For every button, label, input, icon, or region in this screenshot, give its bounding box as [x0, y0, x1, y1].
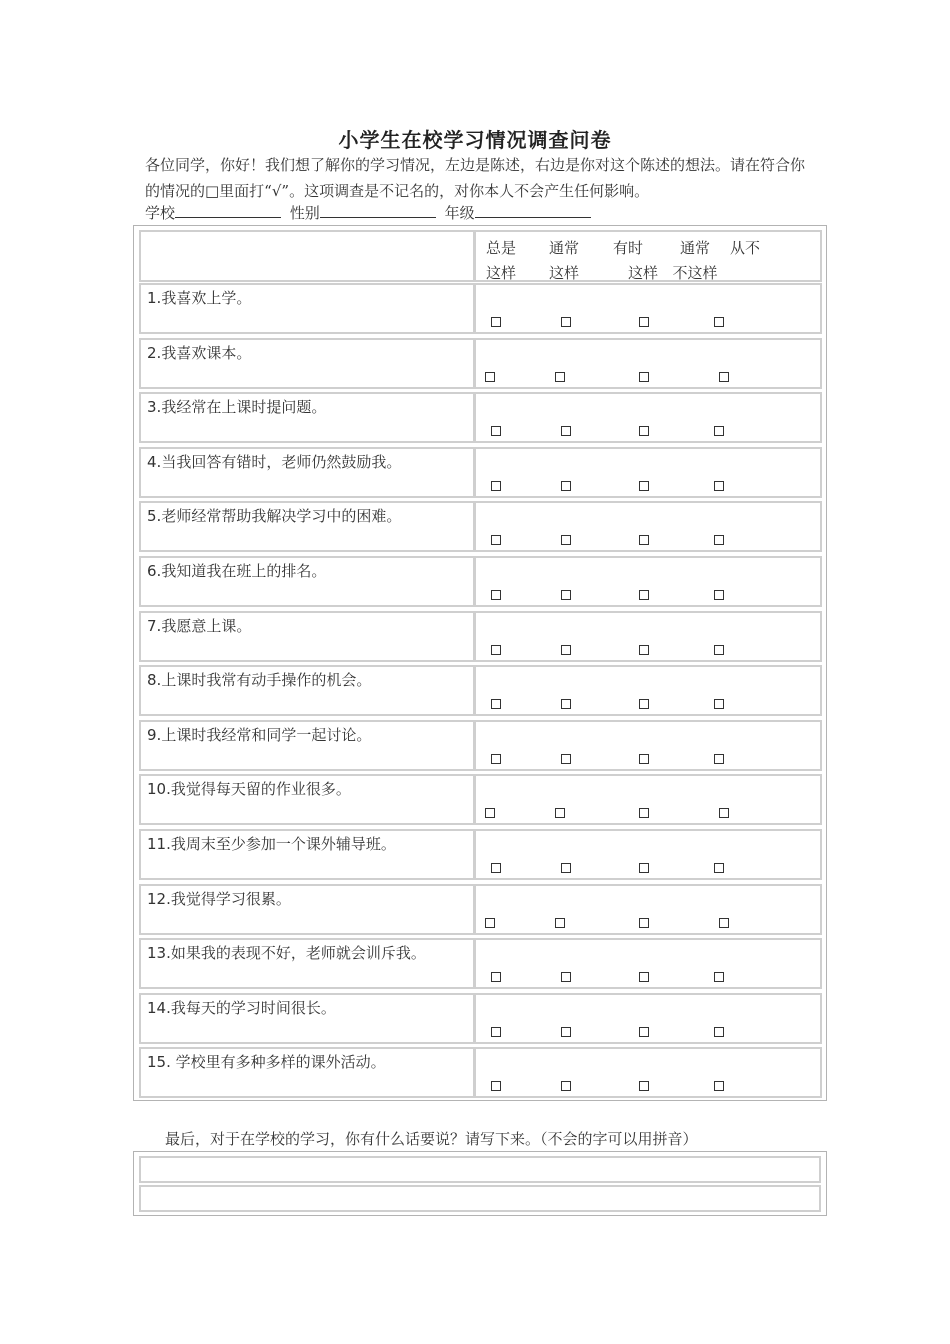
answer-checkbox[interactable]: [491, 1081, 501, 1091]
answer-checkbox[interactable]: [639, 972, 649, 982]
school-label: 学校: [145, 204, 176, 222]
answer-checkbox[interactable]: [555, 372, 565, 382]
question-text: [147, 998, 336, 1018]
answer-checkbox[interactable]: [491, 535, 501, 545]
question-number: 15.: [147, 1053, 171, 1071]
answer-cell: [474, 829, 822, 880]
question-cell: [139, 665, 475, 716]
question-number: 14.: [147, 999, 171, 1017]
question-cell: [139, 720, 475, 771]
answer-lines-table: [133, 1151, 827, 1216]
question-label: 老师经常帮助我解决学习中的困难。: [161, 507, 402, 525]
answer-checkbox[interactable]: [714, 426, 724, 436]
question-label: 我周末至少参加一个课外辅导班。: [170, 835, 396, 853]
option-header: 有时 这样: [612, 239, 659, 282]
answer-checkbox[interactable]: [561, 754, 571, 764]
answer-checkbox[interactable]: [561, 426, 571, 436]
answer-checkbox[interactable]: [491, 1027, 501, 1037]
grade-field[interactable]: [475, 201, 591, 218]
question-text: [147, 670, 371, 690]
question-number: 9.: [147, 726, 162, 744]
answer-checkbox[interactable]: [555, 918, 565, 928]
answer-checkbox[interactable]: [561, 535, 571, 545]
question-number: 10.: [147, 780, 171, 798]
question-text: [147, 889, 291, 909]
question-number: 7.: [147, 617, 162, 635]
question-number: 5.: [147, 507, 162, 525]
answer-checkbox[interactable]: [719, 372, 729, 382]
question-text: [147, 725, 371, 745]
question-number: 3.: [147, 398, 162, 416]
answer-checkbox[interactable]: [561, 317, 571, 327]
question-number: 4.: [147, 453, 162, 471]
option-header: 通常 不这样: [672, 239, 718, 282]
answer-cell: [474, 447, 822, 498]
grade-label: 年级: [444, 204, 475, 222]
answer-checkbox[interactable]: [639, 317, 649, 327]
answer-checkbox[interactable]: [485, 372, 495, 382]
answer-checkbox[interactable]: [714, 590, 724, 600]
answer-checkbox[interactable]: [555, 808, 565, 818]
answer-line-2[interactable]: [139, 1185, 821, 1212]
answer-checkbox[interactable]: [639, 535, 649, 545]
answer-checkbox[interactable]: [719, 808, 729, 818]
answer-cell: [474, 283, 822, 334]
answer-line-1[interactable]: [139, 1156, 821, 1183]
answer-checkbox[interactable]: [491, 317, 501, 327]
question-number: 11.: [147, 835, 171, 853]
answer-checkbox[interactable]: [714, 699, 724, 709]
question-cell: [139, 283, 475, 334]
answer-cell: [474, 501, 822, 552]
question-number: 1.: [147, 289, 162, 307]
answer-checkbox[interactable]: [714, 972, 724, 982]
question-label: 我喜欢上学。: [161, 289, 252, 307]
question-label: 我愿意上课。: [161, 617, 252, 635]
answer-cell: [474, 1047, 822, 1098]
answer-cell: [474, 938, 822, 989]
question-cell: [139, 556, 475, 607]
question-number: 12.: [147, 890, 171, 908]
answer-checkbox[interactable]: [561, 590, 571, 600]
question-text: [147, 452, 401, 472]
option-header: 通常 这样: [548, 239, 579, 282]
answer-checkbox[interactable]: [714, 535, 724, 545]
option-header: 从不: [729, 239, 760, 257]
answer-checkbox[interactable]: [639, 426, 649, 436]
question-text: [147, 834, 396, 854]
question-cell: [139, 938, 475, 989]
question-cell: [139, 338, 475, 389]
question-label: 我觉得学习很累。: [170, 890, 291, 908]
answer-checkbox[interactable]: [491, 481, 501, 491]
answer-checkbox[interactable]: [491, 426, 501, 436]
answer-checkbox[interactable]: [639, 808, 649, 818]
answer-checkbox[interactable]: [714, 317, 724, 327]
answer-checkbox[interactable]: [561, 1081, 571, 1091]
answer-checkbox[interactable]: [491, 863, 501, 873]
answer-checkbox[interactable]: [561, 645, 571, 655]
survey-table: [133, 225, 827, 1101]
question-cell: [139, 884, 475, 935]
answer-cell: [474, 392, 822, 443]
option-header: 总是 这样: [485, 239, 516, 282]
question-text: [147, 397, 326, 417]
question-label: 我知道我在班上的排名。: [161, 562, 327, 580]
answer-checkbox[interactable]: [561, 699, 571, 709]
answer-cell: [474, 884, 822, 935]
header-options-cell: [474, 230, 822, 282]
answer-cell: [474, 338, 822, 389]
question-label: 当我回答有错时，老师仍然鼓励我。: [161, 453, 402, 471]
answer-checkbox[interactable]: [561, 481, 571, 491]
school-field[interactable]: [175, 201, 281, 218]
answer-checkbox[interactable]: [714, 754, 724, 764]
question-text: [147, 943, 426, 963]
answer-cell: [474, 993, 822, 1044]
answer-checkbox[interactable]: [491, 699, 501, 709]
answer-checkbox[interactable]: [491, 972, 501, 982]
answer-checkbox[interactable]: [561, 972, 571, 982]
question-label: 上课时我经常和同学一起讨论。: [161, 726, 372, 744]
answer-checkbox[interactable]: [714, 1027, 724, 1037]
answer-checkbox[interactable]: [639, 863, 649, 873]
answer-checkbox[interactable]: [491, 645, 501, 655]
answer-checkbox[interactable]: [714, 481, 724, 491]
answer-checkbox[interactable]: [639, 1081, 649, 1091]
answer-checkbox[interactable]: [714, 1081, 724, 1091]
question-cell: [139, 447, 475, 498]
question-cell: [139, 993, 475, 1044]
answer-checkbox[interactable]: [714, 863, 724, 873]
answer-cell: [474, 720, 822, 771]
answer-checkbox[interactable]: [639, 699, 649, 709]
question-cell: [139, 392, 475, 443]
question-text: [147, 1052, 386, 1072]
answer-checkbox[interactable]: [639, 645, 649, 655]
answer-checkbox[interactable]: [639, 754, 649, 764]
question-text: [147, 343, 251, 363]
answer-checkbox[interactable]: [561, 1027, 571, 1037]
question-cell: [139, 774, 475, 825]
answer-checkbox[interactable]: [719, 918, 729, 928]
question-label: 我觉得每天留的作业很多。: [170, 780, 351, 798]
answer-checkbox[interactable]: [491, 754, 501, 764]
question-label: 我每天的学习时间很长。: [170, 999, 336, 1017]
question-number: 2.: [147, 344, 162, 362]
question-number: 6.: [147, 562, 162, 580]
page-title: 小学生在校学习情况调查问卷: [338, 128, 612, 152]
question-text: [147, 616, 251, 636]
closing-prompt: 最后，对于在学校的学习，你有什么话要说？请写下来。（不会的字可以用拼音）: [165, 1130, 698, 1148]
answer-checkbox[interactable]: [561, 863, 571, 873]
answer-checkbox[interactable]: [485, 918, 495, 928]
question-text: [147, 779, 351, 799]
info-fields: [145, 201, 595, 224]
answer-checkbox[interactable]: [485, 808, 495, 818]
gender-field[interactable]: [320, 201, 436, 218]
question-cell: [139, 611, 475, 662]
gender-label: 性别: [289, 204, 320, 222]
answer-cell: [474, 611, 822, 662]
answer-checkbox[interactable]: [639, 1027, 649, 1037]
answer-cell: [474, 774, 822, 825]
question-cell: [139, 829, 475, 880]
answer-cell: [474, 556, 822, 607]
question-label: 如果我的表现不好，老师就会训斥我。: [170, 944, 426, 962]
intro-text: 各位同学，你好！我们想了解你的学习情况，左边是陈述，右边是你对这个陈述的想法。请在符合你的情况的□里面打“√”。这项调查是不记名的，对你本人不会产生任何影响。: [145, 156, 806, 200]
question-cell: [139, 501, 475, 552]
question-label: 上课时我常有动手操作的机会。: [161, 671, 372, 689]
answer-checkbox[interactable]: [639, 481, 649, 491]
answer-checkbox[interactable]: [639, 372, 649, 382]
question-text: [147, 561, 326, 581]
answer-checkbox[interactable]: [639, 590, 649, 600]
answer-checkbox[interactable]: [491, 590, 501, 600]
answer-cell: [474, 665, 822, 716]
question-label: 我经常在上课时提问题。: [161, 398, 327, 416]
question-cell: [139, 1047, 475, 1098]
question-text: [147, 506, 401, 526]
question-number: 13.: [147, 944, 171, 962]
question-label: 学校里有多种多样的课外活动。: [170, 1053, 386, 1071]
question-number: 8.: [147, 671, 162, 689]
answer-checkbox[interactable]: [714, 645, 724, 655]
question-label: 我喜欢课本。: [161, 344, 252, 362]
answer-checkbox[interactable]: [639, 918, 649, 928]
question-text: [147, 288, 251, 308]
header-blank-cell: [139, 230, 475, 282]
